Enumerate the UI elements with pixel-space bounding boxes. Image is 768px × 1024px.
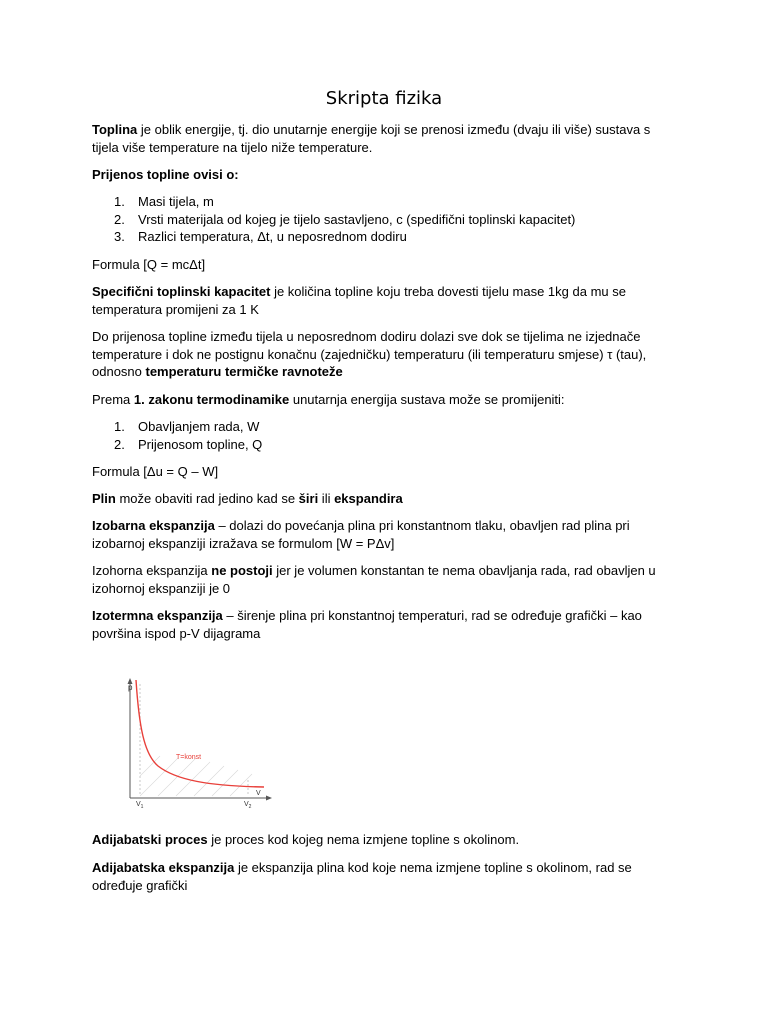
paragraph-prijenos — [92, 166, 672, 184]
formula-du: Formula [Δu = Q – W] — [92, 464, 219, 479]
list-item: 2. Vrsti materijala od kojeg je tijelo sastavljeno, c (spedifični toplinski kapacitet) — [114, 211, 576, 227]
term-ne-postoji: ne postoji — [211, 563, 273, 578]
term-adijabatska: Adijabatska ekspanzija — [92, 860, 235, 875]
list-item: 1. Obavljanjem rada, W — [114, 419, 260, 434]
list-item: 2. Prijenosom topline, Q — [114, 436, 263, 452]
paragraph-adijabatski: Adijabatski proces je proces kod kojeg nema izmjene topline s okolinom. — [92, 832, 520, 847]
paragraph-izobarna: Izobarna ekspanzija – dolazi do povećanja plina pri konstantnom tlaku, obavljen rad plina pri izobarnoj ekspanziji izražava se formulom [W = PΔv] — [92, 518, 630, 551]
document-title: Skripta fizika — [325, 88, 443, 109]
v1-label: $V_1$ — [136, 801, 144, 810]
list-energija — [92, 418, 672, 453]
curve-label: T=konst — [176, 754, 202, 761]
term-toplina: Toplina — [92, 122, 138, 137]
paragraph-ravnoteza: Do prijenosa topline između tijela u neposrednom dodiru dolazi sve dok se tijelima ne izjednače temperature i dok ne postignu konačnu (zajedničku) temperaturu (ili temperaturu smjese) τ (tau), odnosno temperaturu termičke ravnoteže — [92, 329, 647, 379]
paragraph-termodinamika: Prema 1. zakonu termodinamike unutarnja energija sustava može se promijeniti: — [92, 392, 565, 407]
list-prijenos — [92, 193, 672, 246]
formula-q: Formula [Q = mcΔt] — [92, 257, 206, 272]
isotherm-curve — [136, 680, 264, 787]
term-zakon: 1. zakonu termodinamike — [133, 392, 290, 407]
paragraph-izotermna: Izotermna ekspanzija – širenje plina pri konstantnoj temperaturi, rad se određuje grafički – kao površina ispod p-V dijagrama — [92, 608, 642, 641]
v2-label: $V_2$ — [244, 801, 252, 810]
term-izobarna: Izobarna ekspanzija — [92, 518, 215, 533]
heading-prijenos: Prijenos topline ovisi o: — [92, 167, 239, 182]
v-axis-arrow — [266, 796, 272, 801]
v-axis-label: V — [256, 790, 261, 797]
term-ravnoteza: temperaturu termičke ravnoteže — [145, 364, 343, 379]
paragraph-adijabatska-ekspanzija: Adijabatska ekspanzija je ekspanzija plina kod koje nema izmjene topline s okolinom, rad se određuje grafički — [92, 860, 632, 893]
paragraph-izohorna: Izohorna ekspanzija ne postoji jer je volumen konstantan te nema obavljanja rada, rad obavljen u izohornoj ekspanziji je 0 — [92, 563, 656, 596]
term-izotermna: Izotermna ekspanzija — [92, 608, 223, 623]
paragraph-specificni: Specifični toplinski kapacitet je količina topline koju treba dovesti tijelu mase 1kg da mu se temperatura promijeni za 1 K — [92, 284, 626, 317]
term-specificni: Specifični toplinski kapacitet — [92, 284, 271, 299]
list-item: 1. Masi tijela, m — [114, 194, 214, 209]
paragraph-toplina: Toplina je oblik energije, tj. dio unutarnje energije koji se prenosi između (dvaju ili više) sustava s tijela više temperature na tijelo niže temperature. — [92, 122, 651, 155]
pv-diagram — [118, 676, 278, 812]
list-item: 3. Razlici temperatura, Δt, u neposrednom dodiru — [114, 229, 407, 244]
term-adijabatski: Adijabatski proces — [92, 832, 208, 847]
diagram-hatching — [140, 756, 252, 796]
paragraph-plin: Plin može obaviti rad jedino kad se širi ili ekspandira — [92, 491, 403, 506]
p-axis-label: p — [128, 683, 133, 692]
